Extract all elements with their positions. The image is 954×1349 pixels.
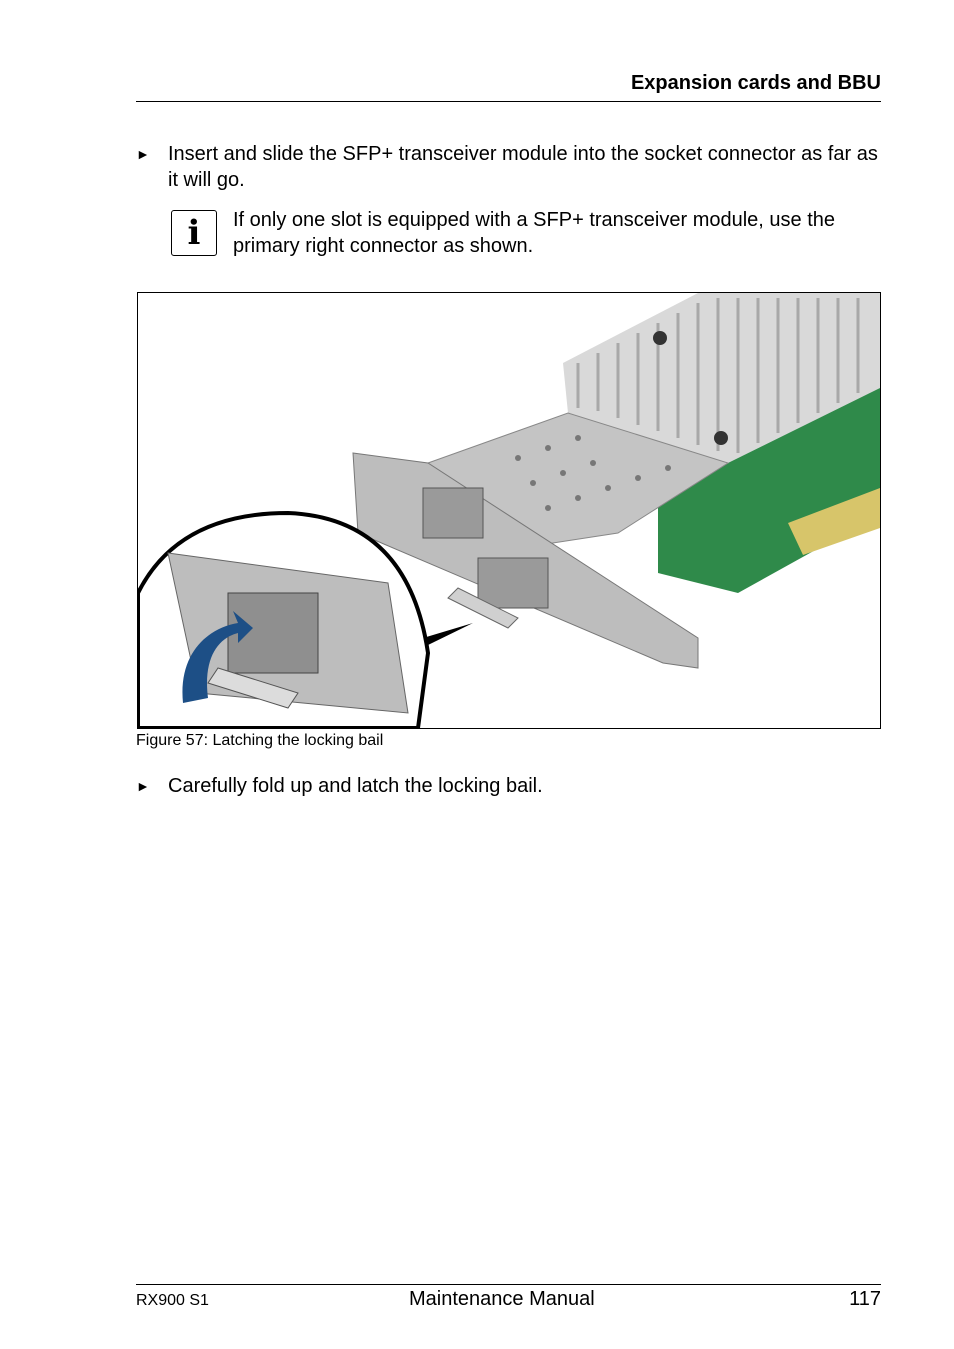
info-note bbox=[171, 207, 881, 267]
footer-model: RX900 S1 bbox=[136, 1292, 209, 1309]
header-rule bbox=[136, 101, 881, 102]
magnified-detail bbox=[138, 513, 428, 728]
footer-manual-title: Maintenance Manual bbox=[409, 1288, 595, 1310]
network-card-illustration bbox=[138, 293, 880, 728]
footer-rule bbox=[136, 1284, 881, 1285]
bullet-arrow-icon: ► bbox=[136, 146, 150, 162]
header-title: Expansion cards and BBU bbox=[630, 72, 881, 94]
step-fold-latch bbox=[136, 773, 881, 799]
sfp-port-left bbox=[423, 488, 483, 538]
sfp-port-right bbox=[478, 558, 548, 608]
step-text: Carefully fold up and latch the locking bail. bbox=[168, 775, 543, 797]
figure-image bbox=[137, 292, 881, 729]
info-note-text: If only one slot is equipped with a SFP+ transceiver module, use the primary right connector as shown. bbox=[233, 209, 836, 257]
figure-caption: Figure 57: Latching the locking bail bbox=[136, 732, 384, 749]
zoom-pointer bbox=[423, 623, 473, 645]
bullet-arrow-icon: ► bbox=[136, 778, 150, 794]
info-icon: i bbox=[171, 210, 217, 256]
step-text: Insert and slide the SFP+ transceiver module into the socket connector as far as it will go. bbox=[168, 143, 878, 191]
step-insert-module bbox=[136, 141, 881, 193]
page-number: 117 bbox=[849, 1288, 881, 1310]
